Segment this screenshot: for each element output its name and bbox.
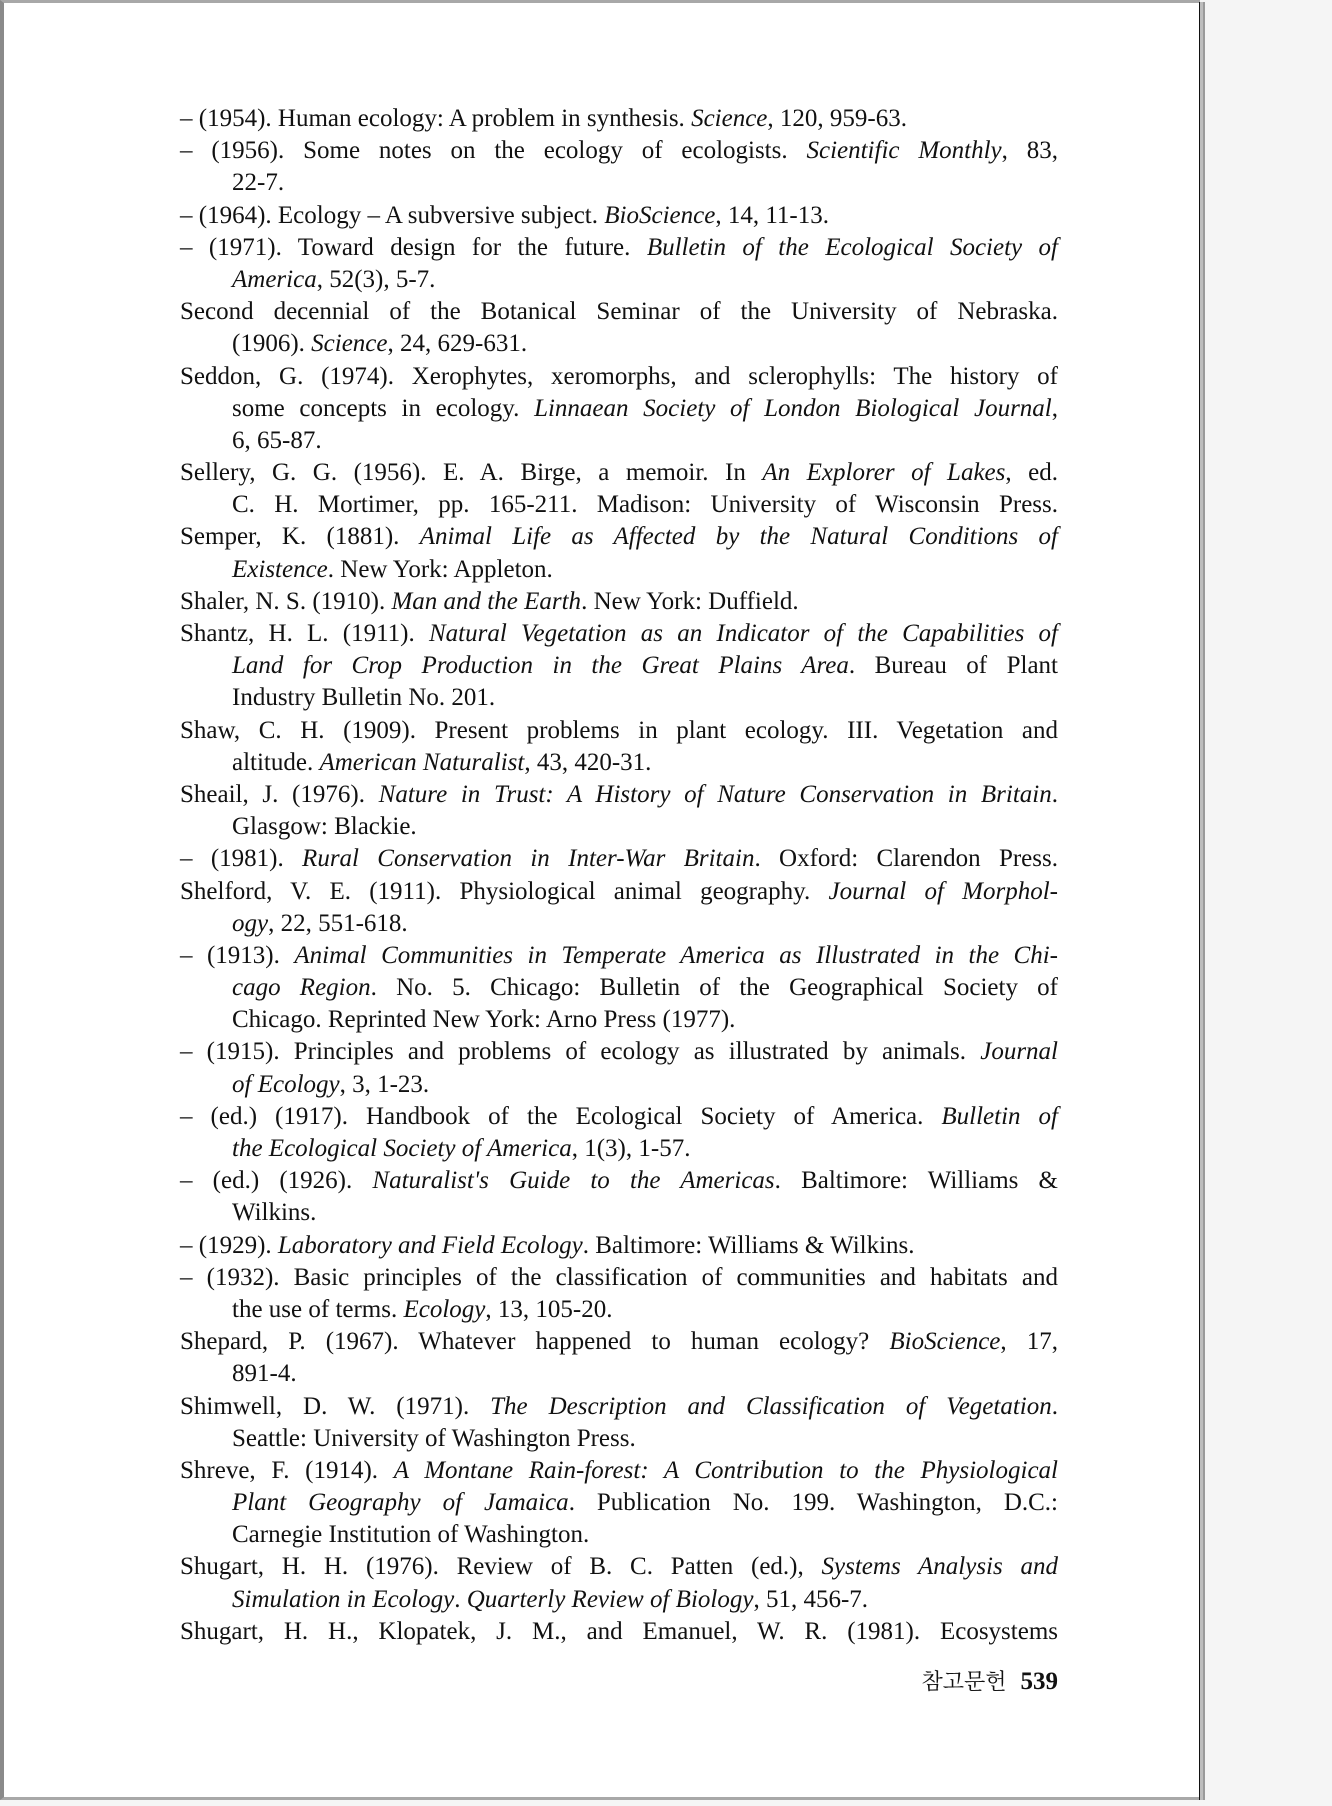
reference-entry xyxy=(180,361,1058,458)
reference-line xyxy=(180,1101,1058,1133)
reference-text: Sellery, G. G. (1956). E. A. Birge, a memoir. In xyxy=(180,459,763,487)
reference-text: Seattle: University of Washington Press. xyxy=(232,1424,636,1452)
reference-text: , 22, 551-618. xyxy=(268,909,408,937)
italic-title: American Naturalist xyxy=(319,748,525,776)
reference-entry xyxy=(180,1616,1058,1648)
reference-entry xyxy=(180,1262,1058,1326)
italic-title: Simulation in Ecology xyxy=(232,1585,455,1613)
reference-entry xyxy=(180,296,1058,360)
reference-text: Shreve, F. (1914). xyxy=(180,1456,394,1484)
reference-line xyxy=(180,940,1058,972)
italic-title: Plant Geography of Jamaica xyxy=(232,1489,569,1517)
reference-text: some concepts in ecology. xyxy=(232,394,535,422)
italic-title: cago Region xyxy=(232,974,371,1002)
reference-text: Shimwell, D. W. (1971). xyxy=(180,1392,491,1420)
italic-title: Land for Crop Production in the Great Plains Area xyxy=(232,652,849,680)
reference-line xyxy=(180,361,1058,393)
reference-text: , 3, 1-23. xyxy=(339,1070,430,1098)
reference-line xyxy=(180,1262,1058,1294)
reference-entry xyxy=(180,1036,1058,1100)
reference-text: . xyxy=(1051,780,1058,808)
reference-text: – (1964). Ecology – A subversive subject. xyxy=(180,201,605,229)
italic-title: Journal xyxy=(980,1038,1058,1066)
reference-text: . Bureau of Plant xyxy=(848,652,1058,680)
reference-line xyxy=(180,1133,1058,1165)
reference-text: , 83, xyxy=(1001,137,1058,165)
reference-line xyxy=(180,1584,1058,1616)
reference-text: , 24, 629-631. xyxy=(387,330,528,358)
reference-line xyxy=(180,1487,1058,1519)
reference-text: , ed. xyxy=(1005,459,1058,487)
italic-title: Scientific Monthly xyxy=(806,137,1002,165)
italic-title: Laboratory and Field Ecology xyxy=(277,1231,583,1259)
reference-text: Shugart, H. H. (1976). Review of B. C. Patten (ed.), xyxy=(180,1553,822,1581)
reference-text: Shelford, V. E. (1911). Physiological animal geography. xyxy=(180,877,829,905)
italic-title: Bulletin of the Ecological Society of xyxy=(646,233,1058,261)
italic-title: Bulletin of xyxy=(941,1102,1058,1130)
reference-line xyxy=(180,811,1058,843)
reference-line xyxy=(180,521,1058,553)
italic-title: Man and the Earth xyxy=(391,587,582,615)
reference-text: – (ed.) (1917). Handbook of the Ecological Society of America. xyxy=(180,1102,942,1130)
reference-text: , 120, 959-63. xyxy=(767,105,907,132)
reference-line xyxy=(180,1004,1058,1036)
reference-text: Industry Bulletin No. 201. xyxy=(232,684,496,712)
reference-line xyxy=(180,1036,1058,1068)
reference-line xyxy=(180,779,1058,811)
italic-title: The Description and Classification of Vegetation xyxy=(490,1392,1052,1420)
page-edge-shadow xyxy=(1199,2,1205,1800)
reference-line xyxy=(180,843,1058,875)
reference-line xyxy=(180,1616,1058,1648)
reference-text: the use of terms. xyxy=(232,1295,404,1323)
reference-text: – (1915). Principles and problems of ecology as illustrated by animals. xyxy=(180,1038,981,1066)
reference-text: C. H. Mortimer, pp. 165-211. Madison: University of Wisconsin Press. xyxy=(232,491,1058,519)
reference-entry xyxy=(180,940,1058,1037)
reference-line xyxy=(180,489,1058,521)
reference-entry xyxy=(180,876,1058,940)
reference-text: , 13, 105-20. xyxy=(485,1295,613,1323)
reference-line xyxy=(180,972,1058,1004)
italic-title: the Ecological Society of America xyxy=(232,1135,572,1162)
reference-line xyxy=(180,1326,1058,1358)
reference-line xyxy=(180,296,1058,328)
italic-title: Linnaean Society of London Biological Journal xyxy=(534,394,1052,422)
italic-title: Ecology xyxy=(403,1295,486,1323)
page-number: 539 xyxy=(1020,1668,1058,1695)
italic-title: BioScience xyxy=(604,201,716,229)
reference-text: . Baltimore: Williams & xyxy=(774,1167,1058,1195)
reference-text: , 52(3), 5-7. xyxy=(316,265,436,293)
reference-entry xyxy=(180,135,1058,199)
reference-text: 22-7. xyxy=(232,169,285,197)
reference-text: – (1956). Some notes on the ecology of ecologists. xyxy=(180,137,807,165)
reference-text: altitude. xyxy=(232,748,320,776)
italic-title: Naturalist's Guide to the Americas xyxy=(372,1167,775,1195)
italic-title: Journal of Morphol- xyxy=(828,877,1058,905)
reference-text: Wilkins. xyxy=(232,1199,317,1227)
italic-title: Animal Communities in Temperate America as Illustrated in the Chi- xyxy=(294,941,1058,969)
reference-entry xyxy=(180,200,1058,232)
reference-entry xyxy=(180,1101,1058,1165)
italic-title: BioScience xyxy=(889,1328,1001,1356)
reference-text: – (1954). Human ecology: A problem in synthesis. xyxy=(180,105,692,132)
reference-text: – (ed.) (1926). xyxy=(180,1167,373,1195)
reference-text: – (1932). Basic principles of the classification of communities and habitats and xyxy=(180,1263,1058,1291)
reference-line xyxy=(180,1455,1058,1487)
reference-entry xyxy=(180,715,1058,779)
italic-title: Systems Analysis and xyxy=(821,1553,1058,1581)
reference-line xyxy=(180,264,1058,296)
reference-entry xyxy=(180,1551,1058,1615)
reference-line xyxy=(180,1197,1058,1229)
reference-line xyxy=(180,232,1058,264)
reference-line xyxy=(180,393,1058,425)
reference-line xyxy=(180,135,1058,167)
reference-line xyxy=(180,1423,1058,1455)
reference-entry xyxy=(180,103,1058,135)
reference-text: . New York: Duffield. xyxy=(581,587,799,615)
reference-line xyxy=(180,715,1058,747)
reference-text: . New York: Appleton. xyxy=(327,555,553,583)
reference-line xyxy=(180,1069,1058,1101)
reference-line xyxy=(180,650,1058,682)
reference-text: 6, 65-87. xyxy=(232,426,322,454)
italic-title: A Montane Rain-forest: A Contribution to the Physiological xyxy=(393,1456,1058,1484)
reference-text: – (1913). xyxy=(180,941,295,969)
reference-text: Chicago. Reprinted New York: Arno Press (1977). xyxy=(232,1006,736,1034)
reference-text: . Publication No. 199. Washington, D.C.: xyxy=(568,1489,1058,1517)
reference-text: Shepard, P. (1967). Whatever happened to human ecology? xyxy=(180,1328,890,1356)
reference-entry xyxy=(180,586,1058,618)
reference-list xyxy=(180,103,1058,1648)
reference-entry xyxy=(180,779,1058,843)
reference-text: Glasgow: Blackie. xyxy=(232,813,417,841)
reference-text: , 1(3), 1-57. xyxy=(571,1135,691,1162)
reference-entry xyxy=(180,1455,1058,1552)
reference-text: . Oxford: Clarendon Press. xyxy=(754,845,1058,873)
reference-entry xyxy=(180,1391,1058,1455)
reference-entry xyxy=(180,843,1058,875)
reference-entry xyxy=(180,1230,1058,1262)
reference-line xyxy=(180,328,1058,360)
reference-entry xyxy=(180,232,1058,296)
reference-text: Shantz, H. L. (1911). xyxy=(180,620,429,647)
reference-entry xyxy=(180,618,1058,715)
reference-line xyxy=(180,586,1058,618)
reference-text: – (1929). xyxy=(180,1231,278,1259)
reference-text: , 43, 420-31. xyxy=(524,748,652,776)
italic-title: Science xyxy=(311,330,388,358)
italic-title: Existence xyxy=(232,555,328,583)
reference-text: , 51, 456-7. xyxy=(753,1585,869,1613)
italic-title: of Ecology xyxy=(232,1070,340,1098)
reference-line xyxy=(180,747,1058,779)
italic-title: Animal Life as Affected by the Natural Conditions of xyxy=(419,523,1058,551)
italic-title: Science xyxy=(691,105,768,132)
page-footer xyxy=(884,1665,1058,1696)
reference-text: Shugart, H. H., Klopatek, J. M., and Emanuel, W. R. (1981). Ecosystems xyxy=(180,1617,1058,1645)
reference-text: Seddon, G. (1974). Xerophytes, xeromorphs, and sclerophylls: The history of xyxy=(180,362,1058,390)
reference-entry xyxy=(180,1326,1058,1390)
reference-line xyxy=(180,1519,1058,1551)
running-footer: 참고문헌 xyxy=(921,1670,1007,1695)
italic-title: Quarterly Review of Biology xyxy=(466,1585,754,1613)
reference-line xyxy=(180,167,1058,199)
reference-line xyxy=(180,908,1058,940)
reference-text: . xyxy=(1051,1392,1058,1420)
reference-text: 891-4. xyxy=(232,1360,297,1388)
reference-text: Second decennial of the Botanical Seminar of the University of Nebraska. xyxy=(180,298,1058,326)
italic-title: Nature in Trust: A History of Nature Conservation in Britain xyxy=(378,780,1052,808)
reference-entry xyxy=(180,457,1058,521)
reference-line xyxy=(180,425,1058,457)
reference-line xyxy=(180,1551,1058,1583)
italic-title: An Explorer of Lakes xyxy=(762,459,1006,487)
reference-text: . No. 5. Chicago: Bulletin of the Geographical Society of xyxy=(370,974,1058,1002)
reference-text: Sheail, J. (1976). xyxy=(180,780,379,808)
reference-line xyxy=(180,1294,1058,1326)
italic-title: Rural Conservation in Inter-War Britain xyxy=(302,845,755,873)
italic-title: America xyxy=(232,265,317,293)
reference-line xyxy=(180,1358,1058,1390)
reference-text: . Baltimore: Williams & Wilkins. xyxy=(582,1231,915,1259)
reference-line xyxy=(180,1165,1058,1197)
reference-text: , 17, xyxy=(1000,1328,1059,1356)
reference-line xyxy=(180,682,1058,714)
reference-text: Semper, K. (1881). xyxy=(180,523,420,551)
reference-line xyxy=(180,618,1058,650)
italic-title: ogy xyxy=(232,909,269,937)
reference-line xyxy=(180,1230,1058,1262)
reference-text: – (1981). xyxy=(180,845,303,873)
reference-line xyxy=(180,554,1058,586)
reference-text: , xyxy=(1051,394,1058,422)
reference-text: , 14, 11-13. xyxy=(715,201,829,229)
reference-entry xyxy=(180,521,1058,585)
reference-text: Carnegie Institution of Washington. xyxy=(232,1521,590,1549)
reference-text: Shaw, C. H. (1909). Present problems in plant ecology. III. Vegetation and xyxy=(180,716,1058,744)
reference-text: (1906). xyxy=(232,330,312,358)
reference-line xyxy=(180,200,1058,232)
reference-line xyxy=(180,103,1058,135)
reference-line xyxy=(180,457,1058,489)
reference-line xyxy=(180,876,1058,908)
reference-text: Shaler, N. S. (1910). xyxy=(180,587,392,615)
reference-text: . xyxy=(454,1585,467,1613)
reference-line xyxy=(180,1391,1058,1423)
reference-text: – (1971). Toward design for the future. xyxy=(180,233,647,261)
reference-entry xyxy=(180,1165,1058,1229)
italic-title: Natural Vegetation as an Indicator of the Capabilities of xyxy=(428,620,1059,647)
